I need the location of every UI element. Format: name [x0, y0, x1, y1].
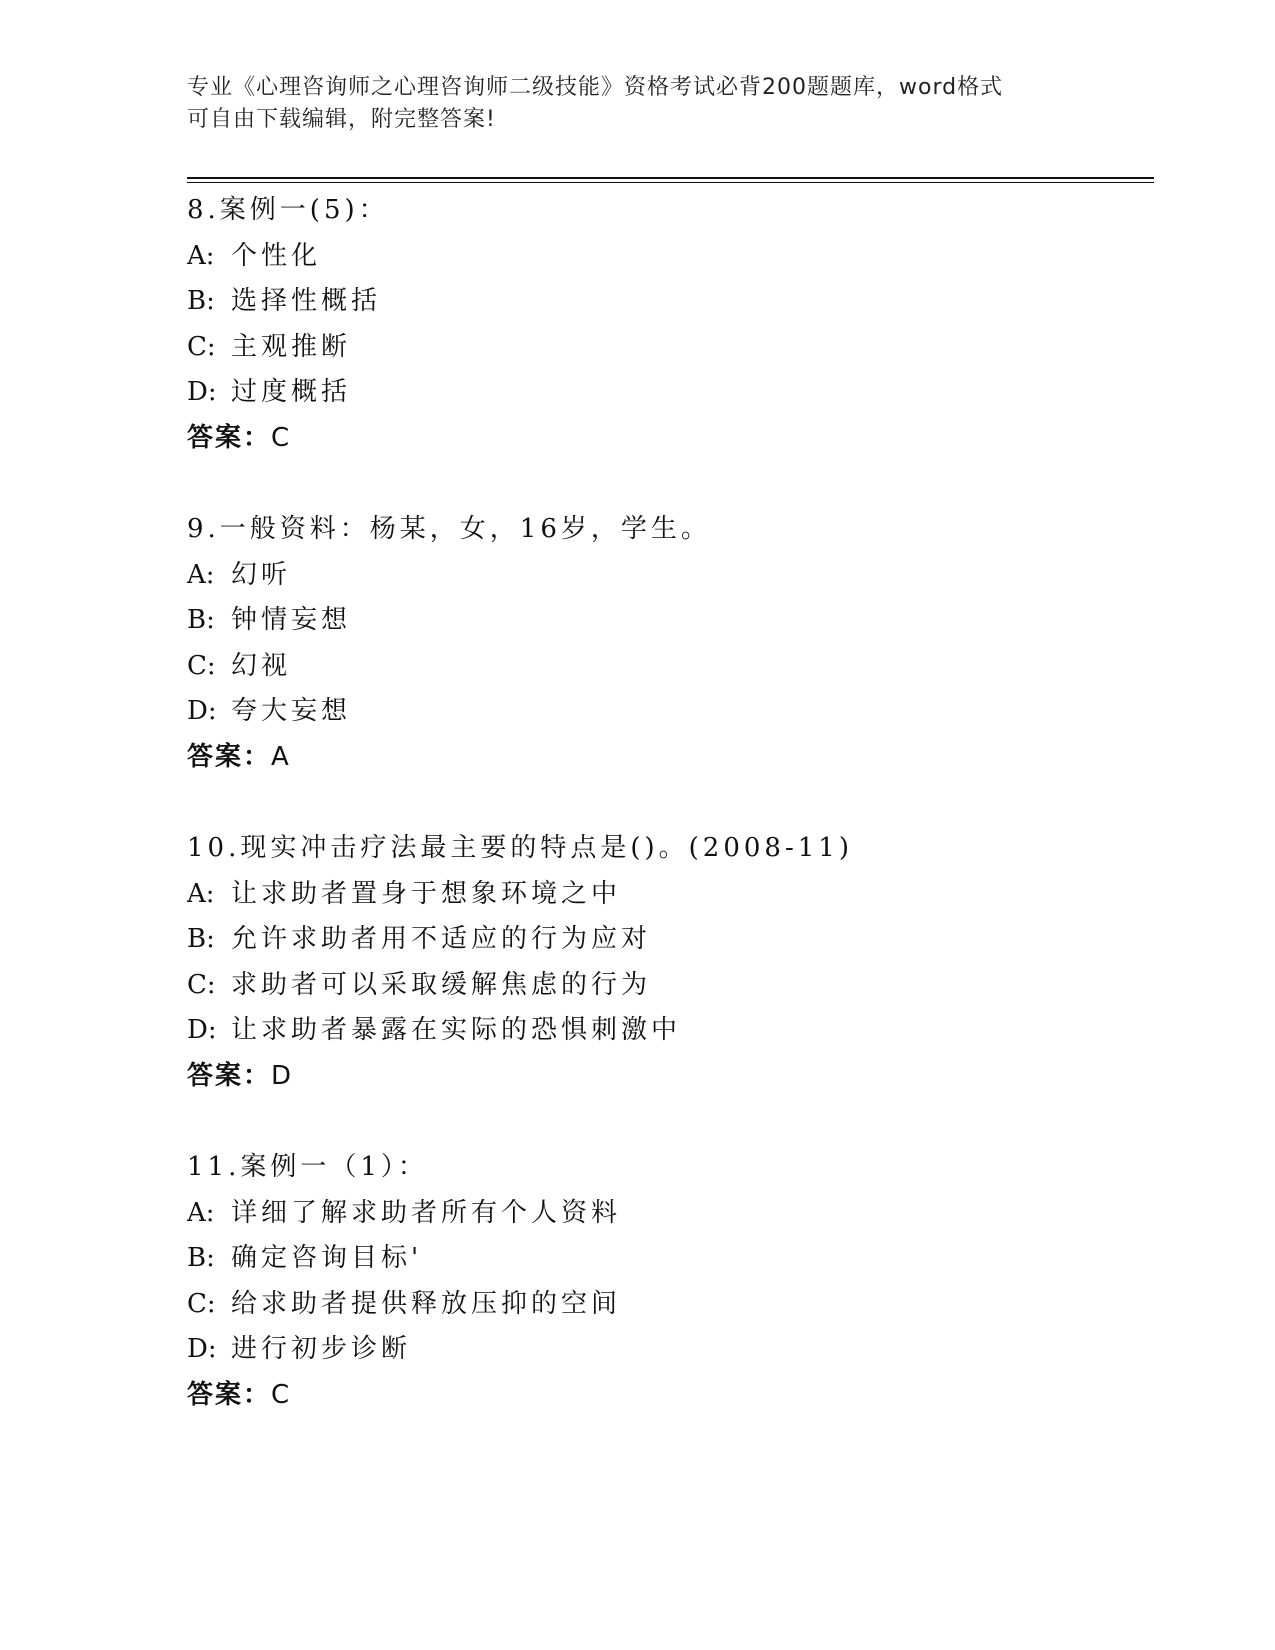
- question-list: [187, 188, 1147, 1464]
- option-b: [187, 279, 1147, 325]
- option-c: [187, 963, 1147, 1009]
- option-text: 幻视: [231, 650, 292, 681]
- option-b: [187, 917, 1147, 963]
- answer-label: 答案：: [187, 741, 272, 772]
- option-b: [187, 1236, 1147, 1282]
- option-text: 详细了解求助者所有个人资料: [231, 1197, 622, 1228]
- answer-value: A: [271, 741, 291, 772]
- option-key: A:: [187, 559, 215, 590]
- option-key: B:: [187, 605, 215, 635]
- option-key: A:: [187, 240, 215, 271]
- answer-line: [187, 1054, 1147, 1100]
- option-key: B:: [187, 924, 215, 954]
- answer-value: C: [271, 1379, 292, 1410]
- header-divider: [187, 177, 1154, 183]
- option-a: [187, 553, 1147, 599]
- option-a: [187, 234, 1147, 280]
- option-key: C:: [187, 1288, 216, 1319]
- answer-label: 答案：: [187, 1379, 272, 1410]
- option-key: D:: [187, 1015, 217, 1045]
- option-key: D:: [187, 696, 217, 726]
- option-text: 给求助者提供释放压抑的空间: [231, 1288, 622, 1319]
- option-d: [187, 1327, 1147, 1373]
- answer-line: [187, 416, 1147, 462]
- option-d: [187, 689, 1147, 735]
- option-text: 确定咨询目标': [231, 1243, 423, 1273]
- option-text: 进行初步诊断: [231, 1334, 412, 1364]
- answer-label: 答案：: [187, 422, 272, 453]
- option-d: [187, 1008, 1147, 1054]
- option-b: [187, 598, 1147, 644]
- document-header: [187, 72, 1087, 136]
- option-text: 主观推断: [231, 331, 352, 362]
- option-text: 过度概括: [231, 377, 352, 407]
- option-key: C:: [187, 650, 216, 681]
- option-key: C:: [187, 331, 216, 362]
- option-c: [187, 644, 1147, 690]
- option-key: A:: [187, 878, 215, 909]
- answer-label: 答案：: [187, 1060, 272, 1091]
- option-text: 幻听: [231, 559, 292, 590]
- question-stem: 11.案例一（1）：: [187, 1152, 428, 1182]
- option-key: B:: [187, 286, 215, 316]
- option-text: 选择性概括: [231, 286, 382, 316]
- question-stem: 8.案例一(5)：: [187, 195, 389, 225]
- option-key: A:: [187, 1197, 215, 1228]
- answer-line: [187, 1373, 1147, 1419]
- option-text: 让求助者置身于想象环境之中: [231, 878, 622, 909]
- option-c: [187, 1282, 1147, 1328]
- answer-line: [187, 735, 1147, 781]
- question-11: [187, 1145, 1147, 1418]
- option-d: [187, 370, 1147, 416]
- header-line-2: 可自由下载编辑，附完整答案!: [187, 107, 496, 132]
- option-text: 钟情妄想: [231, 605, 352, 635]
- option-key: B:: [187, 1243, 215, 1273]
- option-text: 个性化: [231, 240, 322, 271]
- question-stem: 10.现实冲击疗法最主要的特点是()。(2008-11): [187, 833, 853, 863]
- option-c: [187, 325, 1147, 371]
- option-key: D:: [187, 377, 217, 407]
- question-9: [187, 507, 1147, 780]
- option-key: D:: [187, 1334, 217, 1364]
- option-key: C:: [187, 969, 216, 1000]
- option-text: 夸大妄想: [231, 696, 352, 726]
- question-stem: 9.一般资料：杨某，女，16岁，学生。: [187, 514, 711, 544]
- option-a: [187, 1191, 1147, 1237]
- answer-value: D: [271, 1060, 294, 1091]
- option-a: [187, 872, 1147, 918]
- option-text: 允许求助者用不适应的行为应对: [231, 924, 652, 954]
- question-8: [187, 188, 1147, 461]
- header-line-1: 专业《心理咨询师之心理咨询师二级技能》资格考试必背200题题库，word格式: [187, 75, 1004, 100]
- option-text: 让求助者暴露在实际的恐惧刺激中: [231, 1015, 682, 1045]
- option-text: 求助者可以采取缓解焦虑的行为: [231, 969, 652, 1000]
- question-10: [187, 826, 1147, 1099]
- answer-value: C: [271, 422, 292, 453]
